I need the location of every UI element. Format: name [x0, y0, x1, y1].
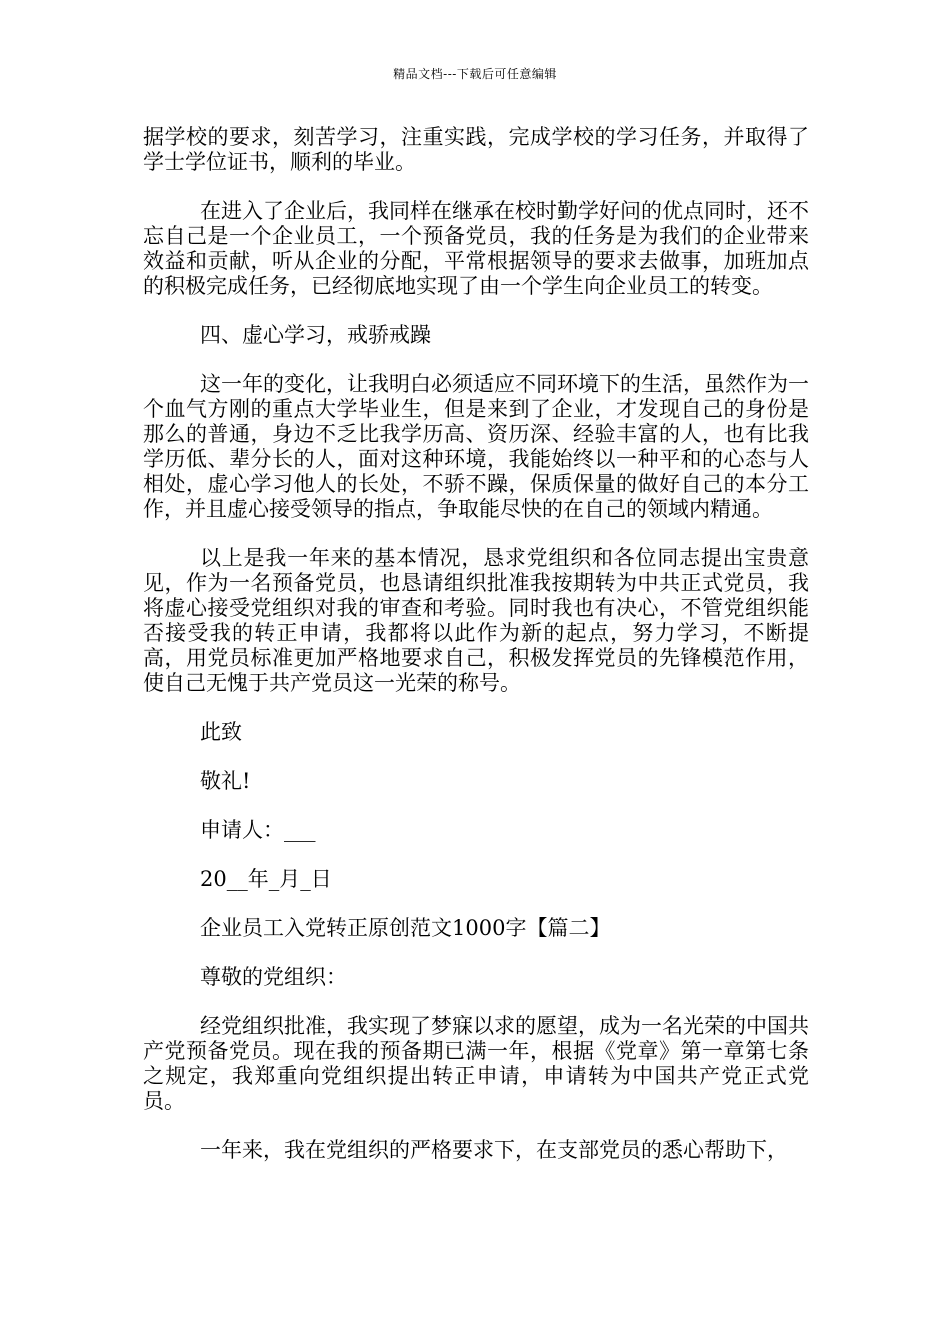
salutation-line: 尊敬的党组织：	[200, 965, 347, 989]
paragraph-humility: 这一年的变化，让我明白必须适应不同环境下的生活，虽然作为一个血气方刚的重点大学毕业生，但是来到了企业，才发现自己的身份是那么的普通，身边不乏比我学历高、资历深、经验丰富的人，也有比我学历低、辈分长的人，面对这种环境，我能始终以一种平和的心态与人相处，虚心学习他人的长处，不骄不躁，保质保量的做好自己的本分工作，并且虚心接受领导的指点，争取能尽快的在自己的领域内精通。	[143, 372, 809, 521]
date-line: 20__年_月_日	[200, 867, 332, 891]
closing-line-2: 敬礼!	[200, 769, 251, 793]
paragraph-year-review: 一年来，我在党组织的严格要求下，在支部党员的悉心帮助下，	[200, 1138, 788, 1162]
section-heading-four: 四、虚心学习，戒骄戒躁	[200, 323, 431, 347]
page-header-watermark: 精品文档---下载后可任意编辑	[393, 67, 557, 81]
document-body	[143, 125, 809, 1187]
closing-line-1: 此致	[200, 720, 242, 744]
paragraph-graduation: 据学校的要求，刻苦学习，注重实践，完成学校的学习任务，并取得了学士学位证书，顺利的毕业。	[143, 125, 809, 174]
paragraph-approval: 经党组织批准，我实现了梦寐以求的愿望，成为一名光荣的中国共产党预备党员。现在我的预备期已满一年，根据《党章》第一章第七条之规定，我郑重向党组织提出转正申请，申请转为中国共产党正式党员。	[143, 1014, 809, 1113]
paragraph-enterprise: 在进入了企业后，我同样在继承在校时勤学好问的优点同时，还不忘自己是一个企业员工，一个预备党员，我的任务是为我们的企业带来效益和贡献，听从企业的分配，平常根据领导的要求去做事，加班加点的积极完成任务，已经彻底地实现了由一个学生向企业员工的转变。	[143, 199, 809, 298]
paragraph-summary: 以上是我一年来的基本情况，恳求党组织和各位同志提出宝贵意见，作为一名预备党员，也恳请组织批准我按期转为中共正式党员，我将虚心接受党组织对我的审查和考验。同时我也有决心，不管党组织能否接受我的转正申请，我都将以此作为新的起点，努力学习，不断提高，用党员标准更加严格地要求自己，积极发挥党员的先锋模范作用，使自己无愧于共产党员这一光荣的称号。	[143, 546, 809, 695]
article-two-title: 企业员工入党转正原创范文1000字【篇二】	[200, 916, 611, 940]
applicant-line: 申请人：___	[200, 818, 316, 842]
